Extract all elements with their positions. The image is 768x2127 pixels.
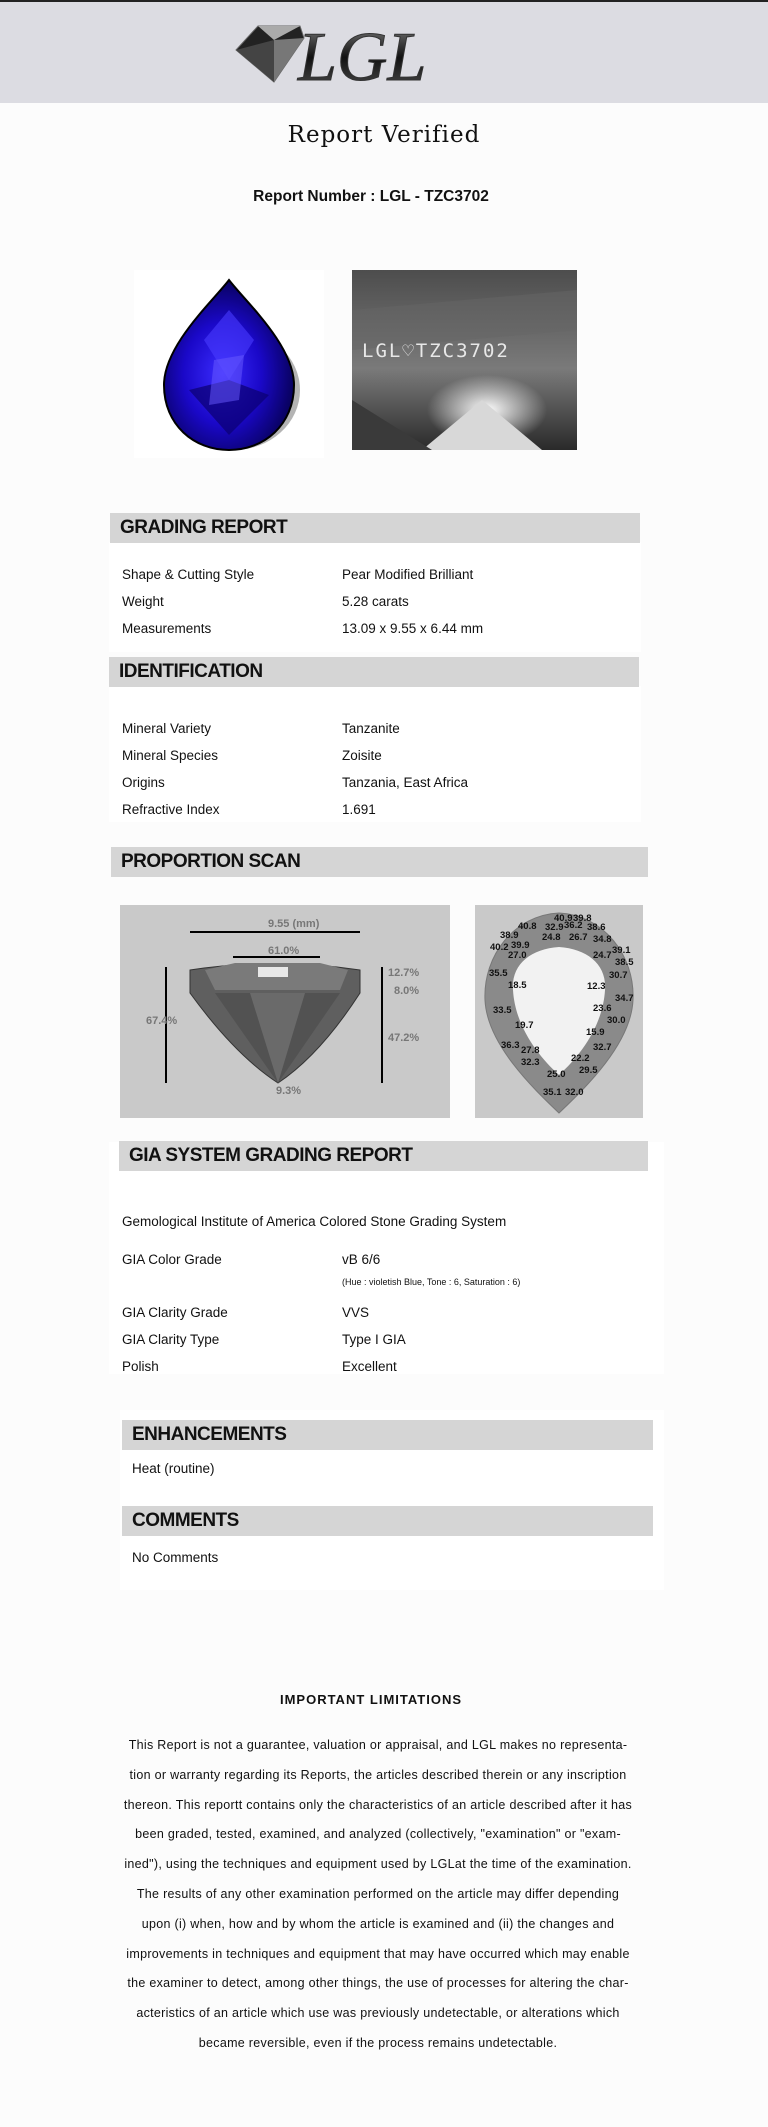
field-value: 13.09 x 9.55 x 6.44 mm [342,621,484,636]
outline-value-label: 40.2 [490,942,509,953]
gem-photo [134,270,324,458]
outline-value-label: 26.7 [569,932,588,943]
field-value: Zoisite [342,748,382,763]
outline-value-label: 34.7 [615,993,634,1004]
outline-value-label: 38.5 [615,957,634,968]
outline-value-label: 27.8 [521,1045,540,1056]
outline-value-label: 29.5 [579,1065,598,1076]
lgl-logo [234,16,494,92]
profile-width-label: 9.55 (mm) [268,918,320,930]
header-bar [0,0,768,103]
identification-heading: IDENTIFICATION [109,657,639,687]
gia-color-note: (Hue : violetish Blue, Tone : 6, Saturation : 6) [342,1277,521,1287]
enhancements-text: Heat (routine) [132,1461,215,1476]
outline-value-label: 27.0 [508,950,527,961]
diamond-logo-icon [236,26,304,82]
inscription-photo [352,270,577,450]
enhancements-heading: ENHANCEMENTS [122,1420,653,1450]
outline-value-label: 38.9 [500,930,519,941]
outline-value-label: 40.9 [554,913,573,924]
outline-value-label: 23.6 [593,1003,612,1014]
outline-value-label: 19.7 [515,1020,534,1031]
limitations-line: thereon. This reportt contains only the characteristics of an article described after it has [123,1797,633,1812]
outline-value-label: 15.9 [586,1027,605,1038]
report-number: Report Number : LGL - TZC3702 [253,188,489,205]
limitations-line: The results of any other examination performed on the article may differ depending [136,1887,620,1901]
comments-heading: COMMENTS [122,1506,653,1536]
outline-value-label: 32.7 [593,1042,612,1053]
field-label: Mineral Variety [122,721,212,736]
field-value: 5.28 carats [342,594,409,609]
field-label: GIA Clarity Grade [122,1305,228,1320]
proportion-scan-heading: PROPORTION SCAN [111,847,648,877]
gia-color-value: vB 6/6 [342,1252,381,1267]
limitations-line: acteristics of an article which use was previously undetectable, or alterations which [136,2006,620,2021]
comments-text: No Comments [132,1550,219,1565]
field-value: 1.691 [342,802,376,817]
field-value: Tanzania, East Africa [342,775,469,790]
field-label: GIA Clarity Type [122,1332,220,1347]
outline-value-label: 40.8 [518,921,537,932]
outline-value-label: 34.8 [593,934,612,945]
profile-table-label: 61.0% [268,945,300,957]
profile-diagram [120,905,450,1118]
grading-report-heading: GRADING REPORT [110,513,640,543]
profile-culet-label: 9.3% [276,1085,302,1097]
outline-value-label: 32.0 [565,1087,584,1098]
outline-value-label: 39.8 [573,913,592,924]
logo-text: LGL [298,19,427,92]
field-value: Excellent [342,1359,397,1374]
profile-pavilion-label: 47.2% [388,1032,420,1044]
profile-crown-label: 12.7% [388,967,420,979]
outline-value-label: 35.1 [543,1087,562,1098]
limitations-title: IMPORTANT LIMITATIONS [279,1692,463,1707]
outline-value-label: 39.1 [612,945,631,956]
field-value: Pear Modified Brilliant [342,567,474,582]
gia-subtitle: Gemological Institute of America Colored Stone Grading System [122,1214,507,1229]
outline-value-label: 30.7 [609,970,628,981]
profile-girdle-label: 8.0% [394,985,420,997]
limitations-line: improvements in techniques and equipment that may have occurred which may enable [126,1946,630,1961]
outline-value-label: 30.0 [607,1015,626,1026]
limitations-line: became reversible, even if the process remains undetectable. [198,2036,558,2050]
field-value: Type I GIA [342,1332,406,1347]
page-title: Report Verified [287,122,481,148]
inscription-text: LGL♡TZC3702 [362,340,510,362]
profile-depth-label: 67.4% [146,1015,178,1027]
outline-value-label: 12.3 [587,981,606,992]
outline-value-label: 35.5 [489,968,508,979]
field-label: Weight [122,594,164,609]
outline-diagram [475,905,643,1118]
outline-value-label: 32.9 [545,922,564,933]
gia-heading: GIA SYSTEM GRADING REPORT [119,1141,648,1171]
outline-value-label: 33.5 [493,1005,512,1016]
field-label: Measurements [122,621,212,636]
field-label: Mineral Species [122,748,219,763]
outline-value-label: 38.6 [587,922,606,933]
limitations-line: ined"), using the techniques and equipment used by LGLat the time of the examination. [124,1857,632,1872]
limitations-line: This Report is not a guarantee, valuation or appraisal, and LGL makes no representa- [128,1738,628,1752]
outline-value-label: 36.2 [564,920,583,931]
field-label: Refractive Index [122,802,220,817]
outline-value-label: 24.8 [542,932,561,943]
outline-value-label: 39.9 [511,940,530,951]
field-label: Shape & Cutting Style [122,567,255,582]
field-label: Polish [122,1359,159,1374]
limitations-line: been graded, tested, examined, and analyzed (collectively, "examination" or "exam- [135,1827,621,1842]
outline-value-label: 25.0 [547,1069,566,1080]
outline-value-label: 22.2 [571,1053,590,1064]
limitations-line: tion or warranty regarding its Reports, the articles described therein or any inscription [129,1767,627,1782]
outline-value-label: 18.5 [508,980,527,991]
limitations-line: upon (i) when, how and by whom the article is examined and (ii) the changes and [141,1916,615,1931]
gia-color-label: GIA Color Grade [122,1252,222,1267]
field-value: VVS [342,1305,370,1320]
field-label: Origins [122,775,165,790]
limitations-line: the examiner to detect, among other things, the use of processes for altering the char- [127,1976,629,1991]
outline-value-label: 36.3 [501,1040,520,1051]
outline-value-label: 24.7 [593,950,612,961]
outline-value-label: 32.3 [521,1057,540,1068]
field-value: Tanzanite [342,721,400,736]
